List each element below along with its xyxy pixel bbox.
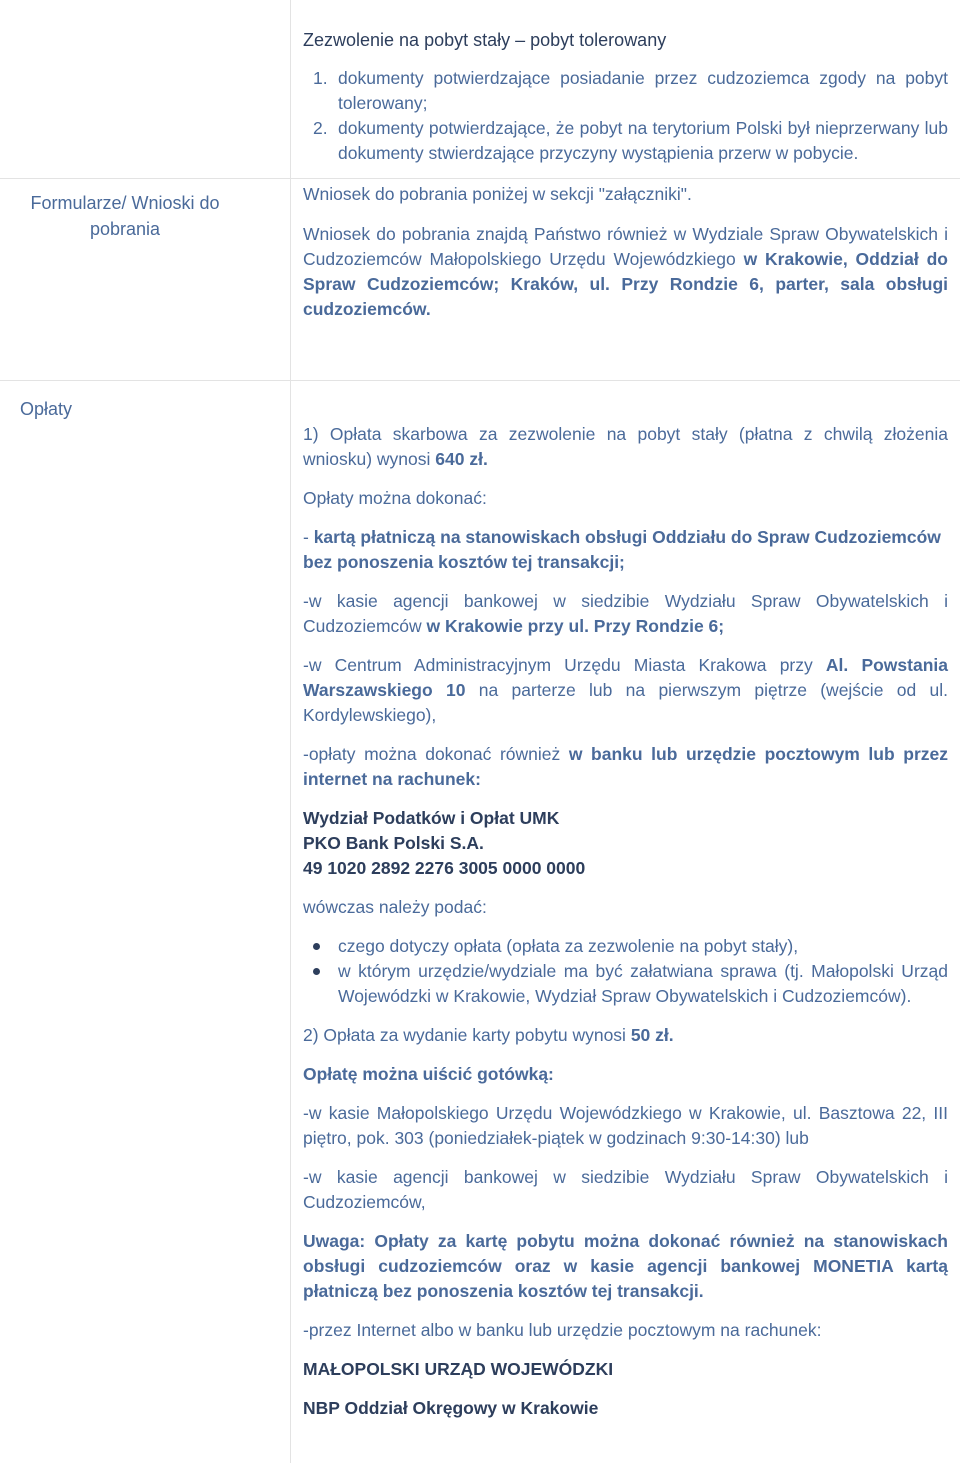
table-column-divider	[290, 0, 291, 1463]
list-item: 2. dokumenty potwierdzające, że pobyt na terytorium Polski był nieprzerwany lub dokumenty stwierdzające przyczyny wystąpienia przerw w pobycie.	[313, 118, 948, 163]
account-number: 49 1020 2892 2276 3005 0000 0000	[303, 858, 586, 878]
fee-2: 2) Opłata za wydanie karty pobytu wynosi 50 zł.	[303, 1025, 674, 1045]
payment-details-list	[303, 934, 948, 1009]
payment-centrum: -w Centrum Administracyjnym Urzędu Miasta Krakowa przy Al. Powstania Warszawskiego 10 na parterze lub na pierwszym piętrze (wejście od ul. Kordylewskiego),	[303, 655, 948, 725]
bank-account-block	[303, 806, 948, 881]
cash-heading: Opłatę można uiścić gotówką:	[303, 1064, 554, 1084]
row-label-fees: Opłaty	[20, 399, 73, 419]
internet-payment: -przez Internet albo w banku lub urzędzie pocztowym na rachunek:	[303, 1320, 822, 1340]
recipient-name: MAŁOPOLSKI URZĄD WOJEWÓDZKI	[303, 1359, 614, 1379]
bullet-icon	[313, 943, 320, 950]
row-label-forms: Formularze/ Wnioski do pobrania	[30, 193, 220, 239]
card-payment-note: Uwaga: Opłaty za kartę pobytu można dokonać również na stanowiskach obsługi cudzoziemców oraz w kasie agencji bankowej MONETIA kartą płatniczą bez ponoszenia kosztów tej transakcji.	[303, 1231, 948, 1301]
download-note: Wniosek do pobrania poniżej w sekcji "załączniki".	[303, 184, 692, 204]
account-bank: PKO Bank Polski S.A.	[303, 833, 484, 853]
account-name: Wydział Podatków i Opłat UMK	[303, 808, 560, 828]
payment-bank-agency: -w kasie agencji bankowej w siedzibie Wydziału Spraw Obywatelskich i Cudzoziemców w Krakowie przy ul. Przy Rondzie 6;	[303, 591, 948, 636]
documents-list	[303, 66, 948, 166]
payment-online: -opłaty można dokonać również w banku lub urzędzie pocztowym lub przez internet na rachunek:	[303, 744, 948, 789]
then-give: wówczas należy podać:	[303, 897, 487, 917]
list-item: 1. dokumenty potwierdzające posiadanie przez cudzoziemca zgody na pobyt tolerowany;	[313, 68, 948, 113]
fee-1: 1) Opłata skarbowa za zezwolenie na pobyt stały (płatna z chwilą złożenia wniosku) wynosi 640 zł.	[303, 424, 948, 469]
list-item: w którym urzędzie/wydziale ma być załatwiana sprawa (tj. Małopolski Urząd Wojewódzki w Krakowie, Wydział Spraw Obywatelskich i Cudzoziemców).	[303, 959, 948, 1009]
list-item: czego dotyczy opłata (opłata za zezwolenie na pobyt stały),	[303, 934, 948, 959]
table-row-divider	[0, 380, 960, 381]
office-info: Wniosek do pobrania znajdą Państwo również w Wydziale Spraw Obywatelskich i Cudzoziemców Małopolskiego Urzędu Wojewódzkiego w Krakowie, Oddział do Spraw Cudzoziemców; Kraków, ul. Przy Rondzie 6, parter, sala obsługi cudzoziemców.	[303, 224, 948, 319]
cash-option-1: -w kasie Małopolskiego Urzędu Wojewódzkiego w Krakowie, ul. Basztowa 22, III piętro, pok. 303 (poniedziałek-piątek w godzinach 9:30-14:30) lub	[303, 1103, 948, 1148]
payment-card: - kartą płatniczą na stanowiskach obsługi Oddziału do Spraw Cudzoziemców bez ponoszenia kosztów tej transakcji;	[303, 527, 941, 572]
recipient-bank: NBP Oddział Okręgowy w Krakowie	[303, 1398, 599, 1418]
forms-section	[303, 28, 948, 322]
payment-intro: Opłaty można dokonać:	[303, 488, 487, 508]
section-heading: Zezwolenie na pobyt stały – pobyt tolerowany	[303, 30, 667, 50]
bullet-icon	[313, 968, 320, 975]
cash-option-2: -w kasie agencji bankowej w siedzibie Wydziału Spraw Obywatelskich i Cudzoziemców,	[303, 1167, 948, 1212]
fees-section	[303, 422, 948, 1421]
